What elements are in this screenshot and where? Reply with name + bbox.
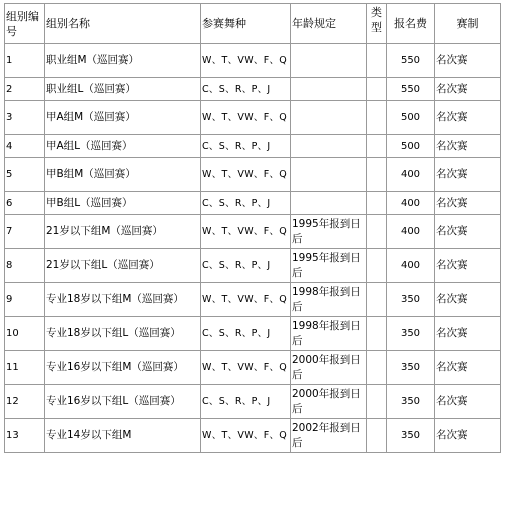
table-row: [5, 215, 501, 249]
cell-age: 2000年报到日后: [291, 385, 367, 419]
header-name: 组别名称: [45, 4, 201, 44]
cell-name: 甲A组L（巡回赛）: [45, 135, 201, 158]
cell-dances: C、S、R、P、J: [201, 78, 291, 101]
cell-type: [367, 215, 387, 249]
header-fee: 报名费: [387, 4, 435, 44]
cell-age: [291, 158, 367, 192]
cell-age: [291, 101, 367, 135]
cell-fee: 500: [387, 101, 435, 135]
cell-name: 职业组M（巡回赛）: [45, 44, 201, 78]
cell-system: 名次赛: [435, 101, 501, 135]
cell-system: 名次赛: [435, 283, 501, 317]
cell-dances: W、T、VW、F、Q: [201, 351, 291, 385]
cell-name: 甲B组L（巡回赛）: [45, 192, 201, 215]
cell-type: [367, 249, 387, 283]
cell-type: [367, 135, 387, 158]
cell-fee: 350: [387, 351, 435, 385]
cell-fee: 400: [387, 249, 435, 283]
cell-fee: 400: [387, 192, 435, 215]
cell-age: 1998年报到日后: [291, 317, 367, 351]
cell-number: 4: [5, 135, 45, 158]
cell-type: [367, 283, 387, 317]
cell-dances: C、S、R、P、J: [201, 385, 291, 419]
cell-name: 专业16岁以下组M（巡回赛）: [45, 351, 201, 385]
cell-number: 13: [5, 419, 45, 453]
cell-system: 名次赛: [435, 215, 501, 249]
cell-dances: W、T、VW、F、Q: [201, 158, 291, 192]
cell-number: 6: [5, 192, 45, 215]
cell-system: 名次赛: [435, 249, 501, 283]
cell-name: 甲A组M（巡回赛）: [45, 101, 201, 135]
header-system: 赛制: [435, 4, 501, 44]
cell-number: 3: [5, 101, 45, 135]
cell-fee: 350: [387, 317, 435, 351]
cell-number: 2: [5, 78, 45, 101]
header-dances: 参赛舞种: [201, 4, 291, 44]
table-row: [5, 78, 501, 101]
cell-age: 2002年报到日后: [291, 419, 367, 453]
cell-dances: W、T、VW、F、Q: [201, 44, 291, 78]
cell-age: 1995年报到日后: [291, 249, 367, 283]
cell-number: 5: [5, 158, 45, 192]
cell-type: [367, 385, 387, 419]
cell-number: 1: [5, 44, 45, 78]
header-number: 组别编号: [5, 4, 45, 44]
cell-type: [367, 78, 387, 101]
header-type: 类型: [367, 4, 387, 44]
cell-number: 10: [5, 317, 45, 351]
cell-age: [291, 192, 367, 215]
cell-name: 21岁以下组M（巡回赛）: [45, 215, 201, 249]
table-row: [5, 385, 501, 419]
cell-type: [367, 419, 387, 453]
cell-name: 职业组L（巡回赛）: [45, 78, 201, 101]
cell-age: [291, 44, 367, 78]
cell-fee: 500: [387, 135, 435, 158]
cell-fee: 350: [387, 283, 435, 317]
cell-dances: W、T、VW、F、Q: [201, 101, 291, 135]
cell-type: [367, 351, 387, 385]
table-row: [5, 351, 501, 385]
header-age: 年龄规定: [291, 4, 367, 44]
cell-dances: C、S、R、P、J: [201, 317, 291, 351]
cell-name: 专业18岁以下组M（巡回赛）: [45, 283, 201, 317]
cell-type: [367, 158, 387, 192]
cell-type: [367, 44, 387, 78]
table-row: [5, 317, 501, 351]
cell-age: 2000年报到日后: [291, 351, 367, 385]
cell-number: 12: [5, 385, 45, 419]
cell-dances: W、T、VW、F、Q: [201, 419, 291, 453]
cell-name: 21岁以下组L（巡回赛）: [45, 249, 201, 283]
table-row: [5, 158, 501, 192]
registration-table: [4, 3, 501, 453]
header-row: [5, 4, 501, 44]
cell-system: 名次赛: [435, 44, 501, 78]
cell-age: [291, 78, 367, 101]
cell-dances: W、T、VW、F、Q: [201, 283, 291, 317]
cell-system: 名次赛: [435, 385, 501, 419]
table-body: [5, 44, 501, 453]
cell-number: 11: [5, 351, 45, 385]
cell-system: 名次赛: [435, 317, 501, 351]
table-row: [5, 101, 501, 135]
cell-age: [291, 135, 367, 158]
cell-system: 名次赛: [435, 158, 501, 192]
cell-fee: 550: [387, 78, 435, 101]
cell-fee: 550: [387, 44, 435, 78]
table-row: [5, 192, 501, 215]
cell-system: 名次赛: [435, 192, 501, 215]
table-row: [5, 419, 501, 453]
cell-number: 7: [5, 215, 45, 249]
cell-number: 8: [5, 249, 45, 283]
cell-type: [367, 192, 387, 215]
cell-age: 1995年报到日后: [291, 215, 367, 249]
cell-name: 专业18岁以下组L（巡回赛）: [45, 317, 201, 351]
cell-system: 名次赛: [435, 351, 501, 385]
cell-system: 名次赛: [435, 419, 501, 453]
cell-type: [367, 317, 387, 351]
cell-system: 名次赛: [435, 135, 501, 158]
table-row: [5, 44, 501, 78]
cell-fee: 400: [387, 158, 435, 192]
table-row: [5, 283, 501, 317]
cell-age: 1998年报到日后: [291, 283, 367, 317]
cell-name: 专业14岁以下组M: [45, 419, 201, 453]
cell-fee: 350: [387, 385, 435, 419]
cell-dances: C、S、R、P、J: [201, 135, 291, 158]
table-row: [5, 135, 501, 158]
cell-name: 甲B组M（巡回赛）: [45, 158, 201, 192]
cell-fee: 400: [387, 215, 435, 249]
cell-dances: W、T、VW、F、Q: [201, 215, 291, 249]
cell-type: [367, 101, 387, 135]
cell-number: 9: [5, 283, 45, 317]
cell-fee: 350: [387, 419, 435, 453]
cell-dances: C、S、R、P、J: [201, 249, 291, 283]
cell-name: 专业16岁以下组L（巡回赛）: [45, 385, 201, 419]
table-row: [5, 249, 501, 283]
cell-dances: C、S、R、P、J: [201, 192, 291, 215]
cell-system: 名次赛: [435, 78, 501, 101]
